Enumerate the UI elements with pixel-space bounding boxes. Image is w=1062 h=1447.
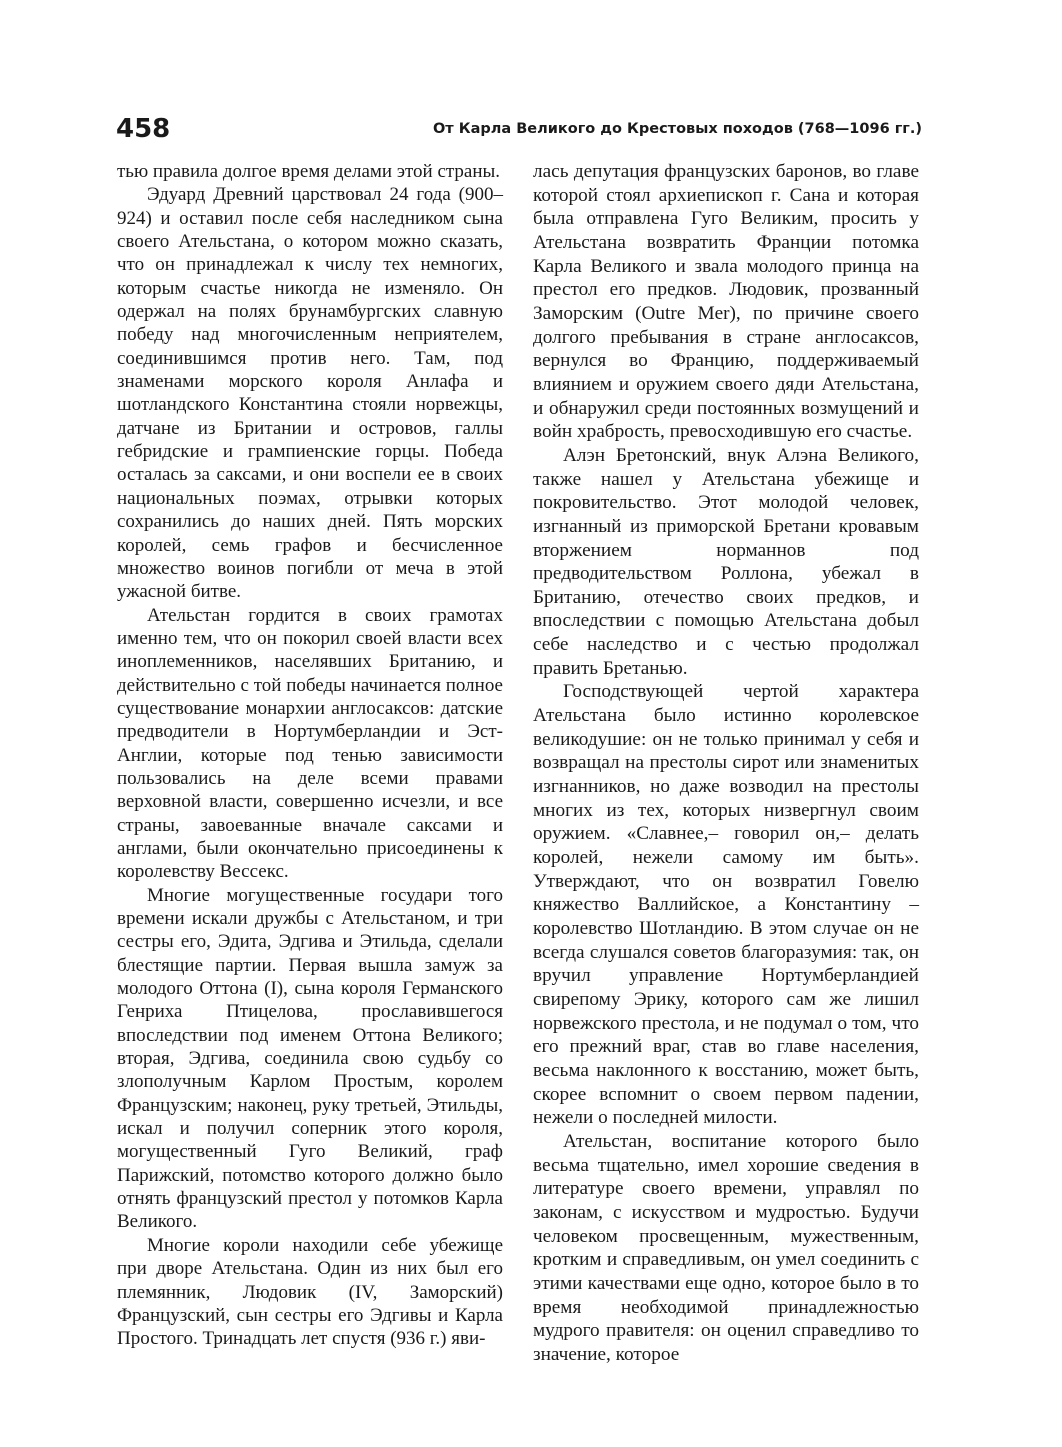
right-column (533, 160, 919, 1366)
running-title: От Карла Великого до Крестовых походов (768—1096 гг.) (432, 121, 922, 137)
paragraph: Ательстан, воспитание которого было весьма тщательно, имел хорошие сведения в литературе своего времени, управлял по законам, с искусством и мудростью. Будучи человеком просвещенным, мужественным, кротким и справедливым, он умел соединить с этими качествами еще одно, которое было в то время необходимой принадлежностью мудрого правителя: он оценил справедливо то значение, которое (533, 1130, 919, 1365)
paragraph: Алэн Бретонский, внук Алэна Великого, также нашел у Ательстана убежище и покровительство. Этот молодой человек, изгнанный из приморской Бретани кровавым вторжением норманнов под предводительством Роллона, убежал в Британию, отечество своих предков, и впоследствии с помощью Ательстана добыл себе наследство и с честью продолжал править Бретанью. (533, 444, 919, 679)
left-column (117, 160, 503, 1351)
paragraph: Господствующей чертой характера Ательстана было истинно королевское великодушие: он не только принимал у себя и возвращал на престолы сирот или знаменитых изгнанников, но даже возводил на престолы многих из тех, которых низвергнул своим оружием. «Славнее,– говорил он,– делать королей, нежели самому им быть». Утверждают, что он возвратил Говелю княжество Валлийское, а Константину – королевство Шотландию. В этом случае он не всегда слушался советов благоразумия: так, он вручил управление Нортумберландией свирепому Эрику, которого сам же лишил норвежского престола, и не подумал о том, что его прежний враг, став во главе населения, весьма наклонного к восстанию, может быть, скорее вспомнит о своем первом падении, нежели о последней милости. (533, 681, 919, 1129)
paragraph: тью правила долгое время делами этой страны. (117, 161, 501, 182)
page-header (116, 112, 922, 152)
paragraph: лась депутация французских баронов, во главе которой стоял архиепископ г. Сана и которая была отправлена Гуго Великим, просить у Ательстана возвратить Франции потомка Карла Великого и звала молодого принца на престол его предков. Людовик, прозванный Заморским (Outre Mer), по причине своего долгого пребывания в стране англосаксов, вернулся во Францию, поддерживаемый влиянием и оружием своего дяди Ательстана, и обнаружил среди постоянных возмущений и войн храбрость, превосходившую его счастье. (533, 161, 919, 443)
paragraph: Ательстан гордится в своих грамотах именно тем, что он покорил своей власти всех иноплеменников, населявших Британию, и действительно с той победы начинается полное существование монархии англосаксов: датские предводители в Нортумберландии и Эст-Англии, которые под тенью зависимости пользовались на деле всеми правами верховной власти, совершенно исчезли, и все страны, завоеванные вначале саксами и англами, были окончательно присоединены к королевству Вессекс. (117, 604, 503, 883)
paragraph: Эдуард Древний царствовал 24 года (900–924) и оставил после себя наследником сына своего Ательстана, о котором можно сказать, что он принадлежал к числу тех немногих, которым счастье никогда не изменяло. Он одержал на полях брунамбургских славную победу над многочисленным неприятелем, соединившимся против него. Там, под знаменами морского короля Анлафа и шотландского Константина стояли норвежцы, датчане из Британии и островов, галлы гебридские и грампиенские горцы. Победа осталась за саксами, и они воспели ее в своих национальных поэмах, отрывки которых сохранились до наших дней. Пять морских королей, семь графов и бесчисленное множество воинов погибли от меча в этой ужасной битве. (117, 184, 503, 603)
paragraph: Многие могущественные государи того времени искали дружбы с Ательстаном, и три сестры его, Эдита, Эдгива и Этильда, сделали блестящие партии. Первая вышла замуж за молодого Оттона (I), сына короля Германского Генриха Птицелова, прославившегося впоследствии под именем Оттона Великого; вторая, Эдгива, соединила свою судьбу со злополучным Карлом Простым, королем Французским; наконец, руку третьей, Этильды, искал и получил соперник этого короля, могущественный Гуго Великий, граф Парижский, потомство которого должно было отнять французский престол у потомков Карла Великого. (117, 884, 503, 1233)
paragraph: Многие короли находили себе убежище при дворе Ательстана. Один из них был его племянник, Людовик (IV, Заморский) Французский, сын сестры его Эдгивы и Карла Простого. Тринадцать лет спустя (936 г.) яви- (117, 1234, 503, 1350)
page-number: 458 (116, 114, 171, 144)
